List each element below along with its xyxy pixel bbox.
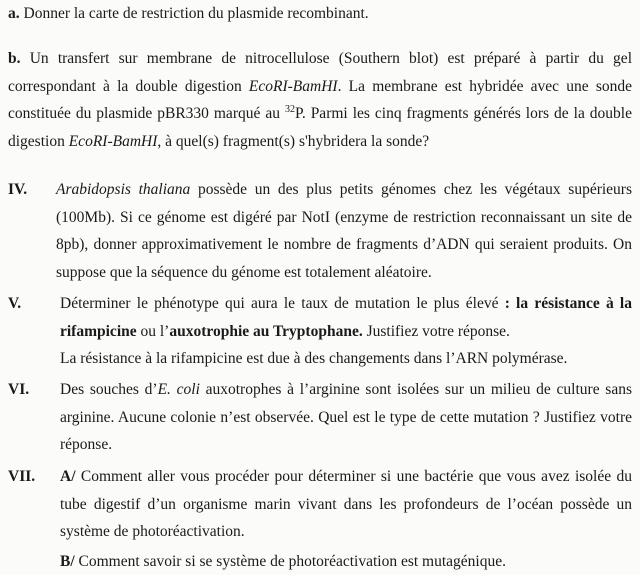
item-b-enzyme-1: EcoRI-BamHI bbox=[249, 78, 338, 95]
item-IV-text: possède un des plus petits génomes chez les végétaux supérieurs (100Mb). Si ce génome est digéré par NotI (enzyme de restriction reconnaissant un site de 8pb), donner approximativement le nombre de fragments d’ADN qui seraient produits. On suppose que la séquence du génome est totalement aléatoire. bbox=[56, 181, 632, 281]
item-a-marker: a. bbox=[8, 5, 20, 22]
item-VII-body bbox=[60, 463, 632, 575]
item-a bbox=[8, 0, 632, 28]
item-V-text-5: Justifiez votre réponse. bbox=[363, 323, 510, 340]
item-b-marker: b. bbox=[8, 50, 21, 67]
item-VII-b bbox=[60, 548, 632, 575]
item-V-text-1: Déterminer le phénotype qui aura le taux de mutation le plus élevé bbox=[60, 295, 505, 312]
item-IV-marker: IV. bbox=[8, 176, 27, 204]
item-VII-b-text: Comment savoir si se système de photoréactivation est mutagénique. bbox=[75, 553, 506, 570]
item-VII-b-marker: B/ bbox=[60, 553, 75, 570]
item-IV-body bbox=[56, 176, 632, 286]
item-b-isotope: 32 bbox=[285, 104, 295, 115]
item-b-text-2: . La membrane est hybridée avec une sonde constituée du plasmide pBR330 marqué au bbox=[8, 78, 632, 123]
item-V-text-3: ou l’ bbox=[137, 323, 170, 340]
item-V bbox=[8, 290, 632, 374]
item-a-text: Donner la carte de restriction du plasmide recombinant. bbox=[24, 5, 369, 22]
item-V-body bbox=[60, 290, 632, 373]
item-VI-text-1: Des souches d’ bbox=[60, 381, 158, 398]
item-VI bbox=[8, 376, 632, 460]
item-VII-a-marker: A/ bbox=[60, 468, 76, 485]
item-VII bbox=[8, 463, 632, 573]
item-VI-body bbox=[60, 376, 632, 459]
item-V-text-2: : la résistance à la rifampicine bbox=[60, 295, 632, 340]
item-b-text-1: Un transfert sur membrane de nitrocellulose (Southern blot) est préparé à partir du gel correspondant à la double digestion bbox=[8, 50, 632, 95]
item-V-text-4: auxotrophie au Tryptophane. bbox=[169, 323, 362, 340]
item-V-note: La résistance à la rifampicine est due à des changements dans l’ARN polymérase. bbox=[60, 345, 632, 373]
item-VI-text-2: auxotrophes à l’arginine sont isolées sur un milieu de culture sans arginine. Aucune colonie n’est observée. Quel est le type de cette mutation ? Justifiez votre réponse. bbox=[60, 381, 632, 453]
item-VII-marker: VII. bbox=[8, 463, 35, 491]
item-b-enzyme-2: EcoRI-BamHI bbox=[69, 133, 158, 150]
item-b-text-3: P. Parmi les cinq fragments générés lors de la double digestion bbox=[8, 105, 632, 150]
item-IV-species: Arabidopsis thaliana bbox=[56, 181, 190, 198]
item-VII-a-text: Comment aller vous procéder pour déterminer si une bactérie que vous avez isolée du tube digestif d’un organisme marin vivant dans les profondeurs de l’océan possède un système de photoréactivation. bbox=[60, 468, 632, 540]
item-IV bbox=[8, 176, 632, 288]
item-b bbox=[8, 45, 632, 155]
item-VI-species: E. coli bbox=[158, 381, 200, 398]
item-b-text-4: , à quel(s) fragment(s) s'hybridera la sonde? bbox=[157, 133, 429, 150]
item-VI-marker: VI. bbox=[8, 376, 29, 404]
item-V-marker: V. bbox=[8, 290, 21, 318]
item-VII-a bbox=[60, 463, 632, 546]
